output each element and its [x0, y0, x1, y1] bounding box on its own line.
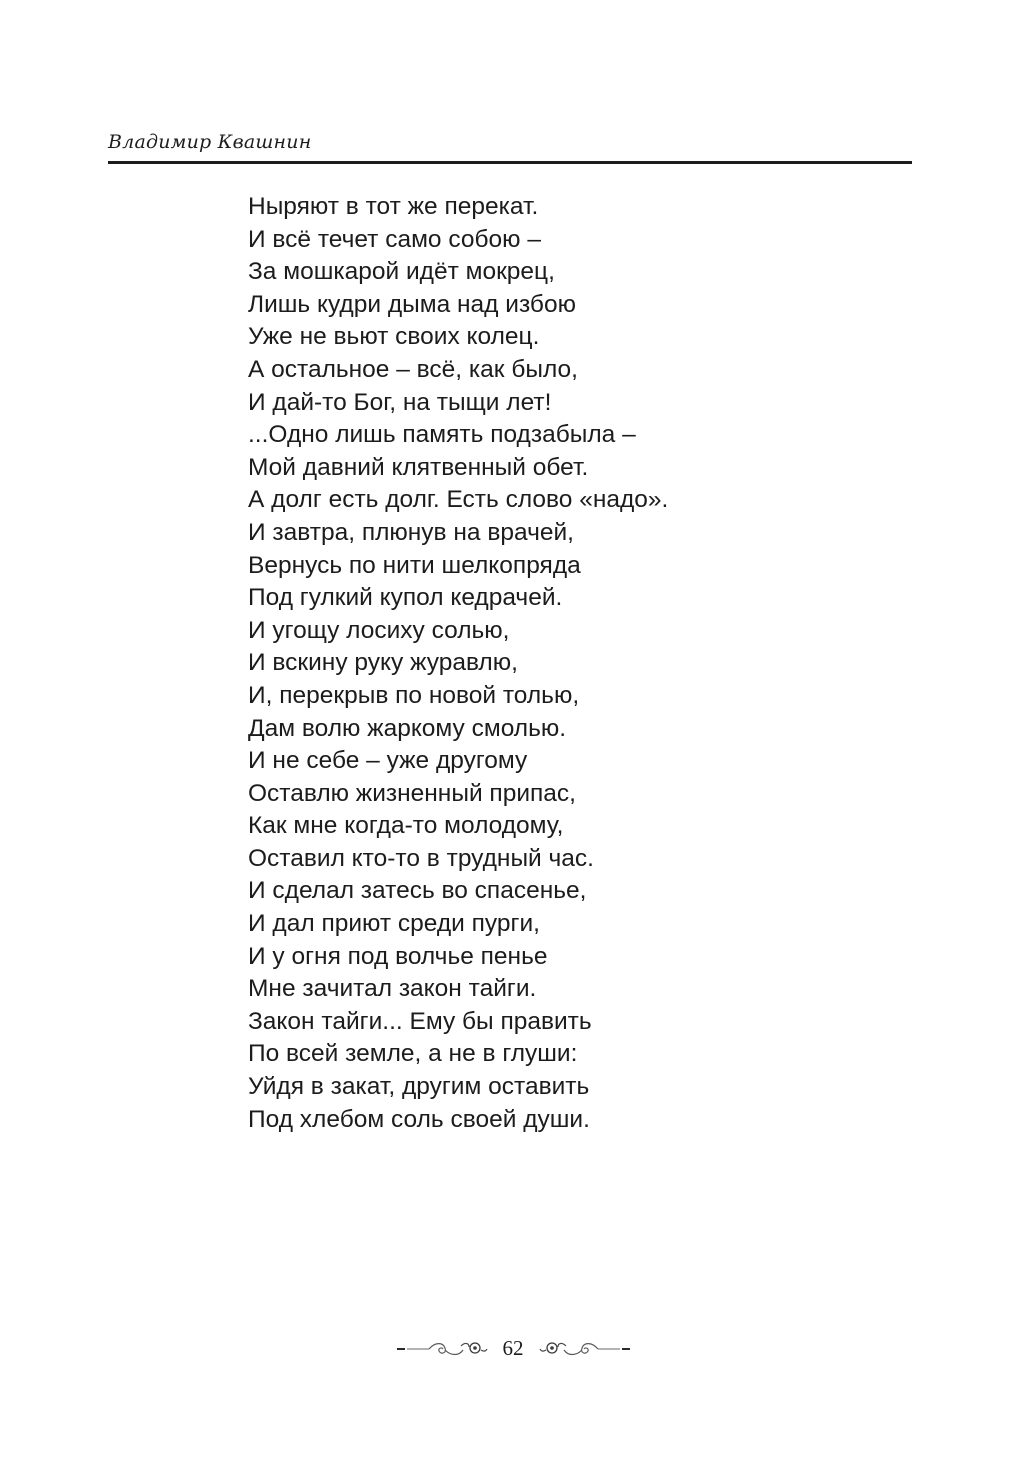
poem-line: Уже не вьют своих колец. [248, 323, 540, 351]
poem-line: А остальное – всё, как было, [248, 355, 578, 383]
poem-line: И у огня под волчье пенье [248, 942, 548, 970]
poem-line: ...Одно лишь память подзабыла – [248, 421, 636, 449]
poem-line: По всей земле, а не в глуши: [248, 1040, 578, 1068]
poem-line: Вернусь по нити шелкопряда [248, 551, 581, 579]
running-head-author: Владимир Квашнин [108, 131, 312, 153]
poem-text [248, 191, 668, 1136]
floral-flourish-left-icon [395, 1338, 491, 1360]
poem-line: И угощу лосиху солью, [248, 616, 510, 644]
poem-line: Как мне когда-то молодому, [248, 812, 564, 840]
floral-flourish-right-icon [536, 1338, 632, 1360]
poem-line: Закон тайги... Ему бы править [248, 1007, 592, 1035]
poem-line: Оставил кто-то в трудный час. [248, 844, 594, 872]
poem-line: За мошкарой идёт мокрец, [248, 258, 555, 286]
poem-line: Под хлебом соль своей души. [248, 1105, 590, 1133]
poem-line: А долг есть долг. Есть слово «надо». [248, 486, 669, 514]
poem-line: И не себе – уже другому [248, 747, 528, 775]
poem-line: Мой давний клятвенный обет. [248, 453, 589, 481]
poem-line: Под гулкий купол кедрачей. [248, 584, 563, 612]
poem-line: Дам волю жаркому смолью. [248, 714, 567, 742]
page-number: 62 [502, 1336, 524, 1360]
poem-line: И вскину руку журавлю, [248, 649, 518, 677]
poem-line: И сделал затесь во спасенье, [248, 877, 587, 905]
poem-line: И завтра, плюнув на врачей, [248, 518, 574, 546]
poem-line: И, перекрыв по новой толью, [248, 681, 580, 709]
poem-line: Лишь кудри дыма над избою [248, 290, 576, 318]
poem-line: Оставлю жизненный припас, [248, 779, 576, 807]
poem-line: И всё течет само собою – [248, 225, 541, 253]
poem-line: И дай-то Бог, на тыщи лет! [248, 388, 552, 416]
poem-line: И дал приют среди пурги, [248, 910, 540, 938]
poem-line: Уйдя в закат, другим оставить [248, 1073, 590, 1101]
poem-line: Мне зачитал закон тайги. [248, 975, 537, 1003]
page-footer [0, 1336, 1026, 1361]
poem-line: Ныряют в тот же перекат. [248, 193, 539, 220]
header-rule [108, 161, 912, 164]
